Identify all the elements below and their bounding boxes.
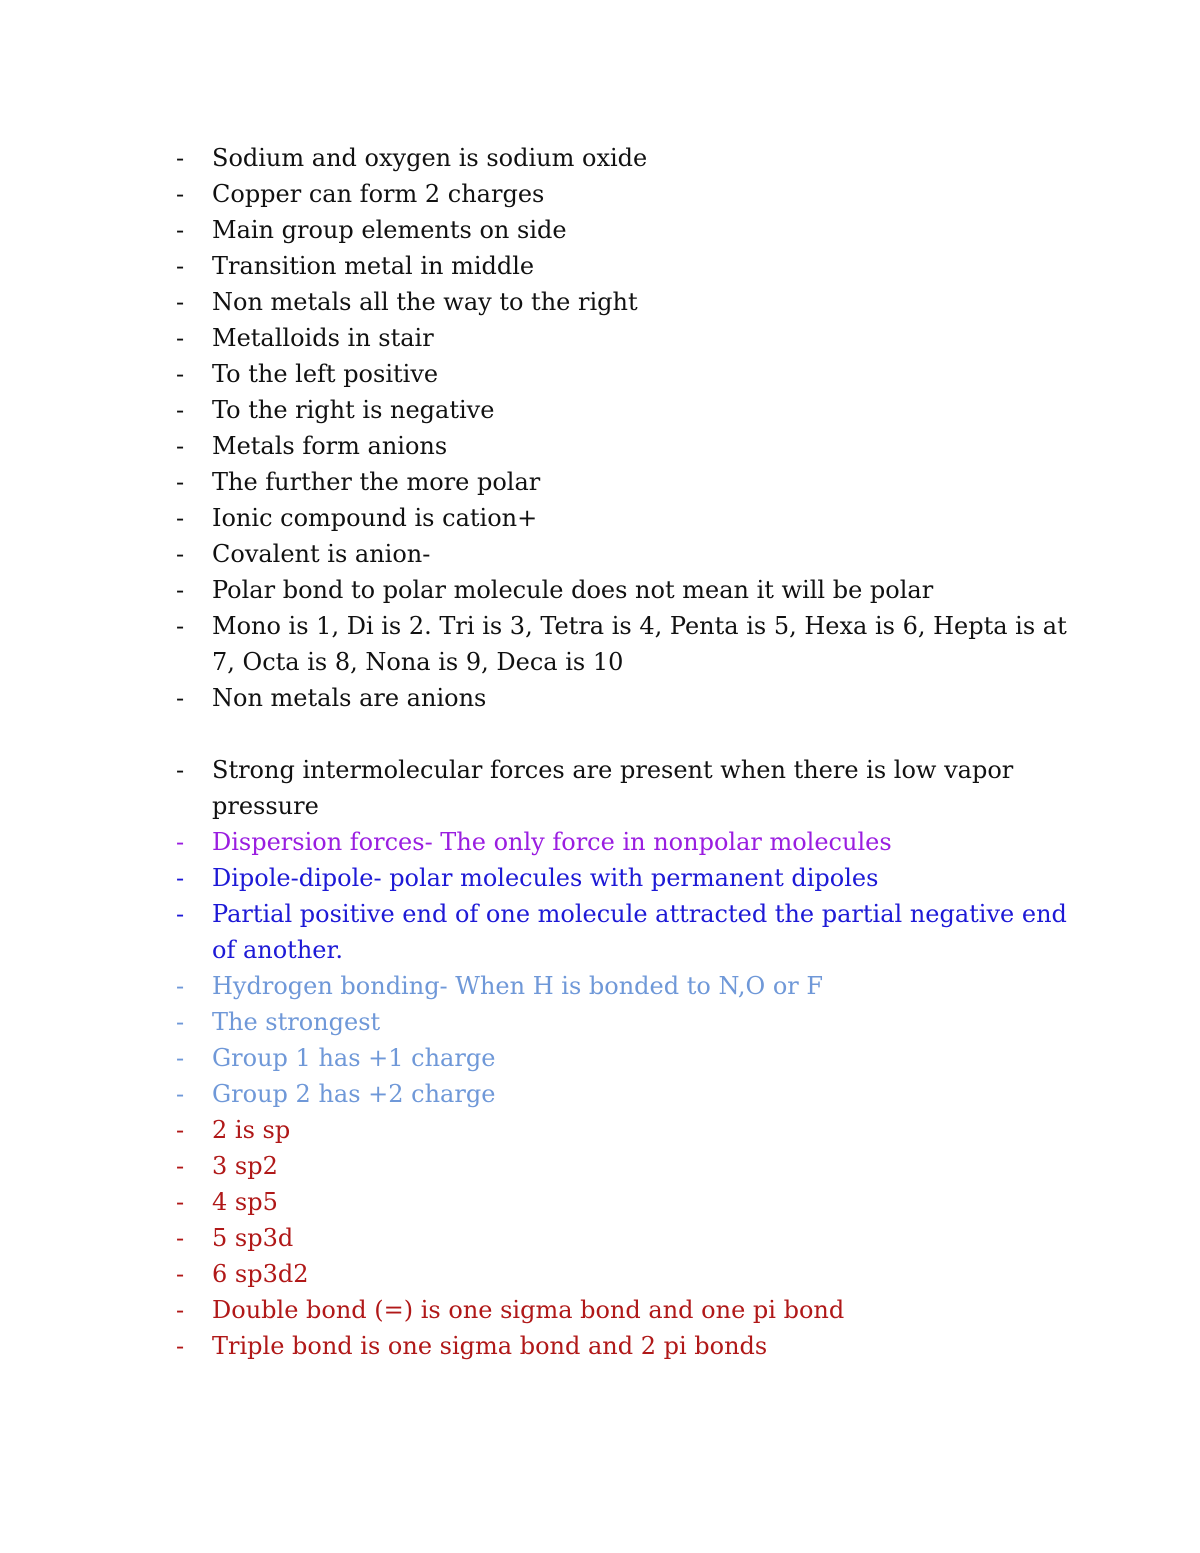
blank-line [176,716,1076,752]
list-item [176,608,1076,680]
list-item [176,356,1076,392]
bullet-dash: - [176,360,185,388]
list-item-text: The strongest [212,1008,381,1036]
list-item-text: 6 sp3d2 [212,1260,309,1288]
list-item [176,284,1076,320]
list-item [176,1220,1076,1256]
bullet-dash: - [176,828,185,856]
bullet-dash: - [176,1296,185,1324]
list-item [176,1004,1076,1040]
list-item-text: Group 2 has +2 charge [212,1080,496,1108]
list-item [176,860,1076,896]
list-item-text: Non metals all the way to the right [212,288,638,316]
list-item-text: To the left positive [212,360,439,388]
list-item [176,320,1076,356]
bullet-dash: - [176,468,185,496]
list-item-text: Triple bond is one sigma bond and 2 pi bonds [212,1332,768,1360]
list-item [176,1184,1076,1220]
list-item [176,968,1076,1004]
bullet-dash: - [176,540,185,568]
list-item-text: 5 sp3d [212,1224,294,1252]
list-item-text: 4 sp5 [212,1188,278,1216]
list-item-text: Ionic compound is cation+ [212,504,538,532]
bullet-dash: - [176,1224,185,1252]
list-item-text: Mono is 1, Di is 2. Tri is 3, Tetra is 4, Penta is 5, Hexa is 6, Hepta is at 7, Octa is 8, Nona is 9, Deca is 10 [212,612,1067,676]
list-item [176,212,1076,248]
list-item [176,428,1076,464]
list-item-text: Non metals are anions [212,684,487,712]
list-item-text: Copper can form 2 charges [212,180,545,208]
list-item [176,536,1076,572]
list-item-text: Transition metal in middle [212,252,535,280]
list-item [176,464,1076,500]
list-item-text: Metalloids in stair [212,324,434,352]
list-item [176,1040,1076,1076]
bullet-dash: - [176,1044,185,1072]
notes-list [176,140,1076,1364]
list-item-text: Group 1 has +1 charge [212,1044,496,1072]
list-item-text: Dispersion forces- The only force in nonpolar molecules [212,828,892,856]
list-item-text: Main group elements on side [212,216,567,244]
list-item-text: Polar bond to polar molecule does not mean it will be polar [212,576,934,604]
bullet-dash: - [176,180,185,208]
bullet-dash: - [176,1008,185,1036]
bullet-dash: - [176,288,185,316]
bullet-dash: - [176,1116,185,1144]
bullet-dash: - [176,864,185,892]
list-item-text: To the right is negative [212,396,495,424]
bullet-dash: - [176,1188,185,1216]
list-item [176,176,1076,212]
list-item-text: Hydrogen bonding- When H is bonded to N,O or F [212,972,824,1000]
list-item [176,1292,1076,1328]
list-item-text: Metals form anions [212,432,448,460]
list-item [176,752,1076,824]
list-item-text: Strong intermolecular forces are present when there is low vapor pressure [212,756,1014,820]
list-item [176,500,1076,536]
list-item-text: 3 sp2 [212,1152,278,1180]
bullet-dash: - [176,252,185,280]
bullet-dash: - [176,396,185,424]
list-item [176,392,1076,428]
list-item [176,680,1076,716]
bullet-dash: - [176,1332,185,1360]
bullet-dash: - [176,684,185,712]
list-item [176,1256,1076,1292]
bullet-dash: - [176,972,185,1000]
bullet-dash: - [176,1080,185,1108]
list-item [176,140,1076,176]
list-item [176,824,1076,860]
list-item [176,248,1076,284]
list-item-text: Partial positive end of one molecule attracted the partial negative end of another. [212,900,1067,964]
list-item [176,1112,1076,1148]
list-item-text: Double bond (=) is one sigma bond and one pi bond [212,1296,845,1324]
bullet-dash: - [176,144,185,172]
list-item-text: Sodium and oxygen is sodium oxide [212,144,648,172]
list-item [176,1328,1076,1364]
list-item-text: Dipole-dipole- polar molecules with permanent dipoles [212,864,879,892]
list-item-text: Covalent is anion- [212,540,431,568]
list-item [176,572,1076,608]
bullet-dash: - [176,612,185,640]
bullet-dash: - [176,756,185,784]
list-item-text: The further the more polar [212,468,541,496]
bullet-dash: - [176,1152,185,1180]
bullet-dash: - [176,504,185,532]
bullet-dash: - [176,900,185,928]
bullet-dash: - [176,432,185,460]
list-item-text: 2 is sp [212,1116,291,1144]
bullet-dash: - [176,1260,185,1288]
list-item [176,1076,1076,1112]
list-item [176,896,1076,968]
list-item [176,1148,1076,1184]
bullet-dash: - [176,324,185,352]
bullet-dash: - [176,216,185,244]
bullet-dash: - [176,576,185,604]
